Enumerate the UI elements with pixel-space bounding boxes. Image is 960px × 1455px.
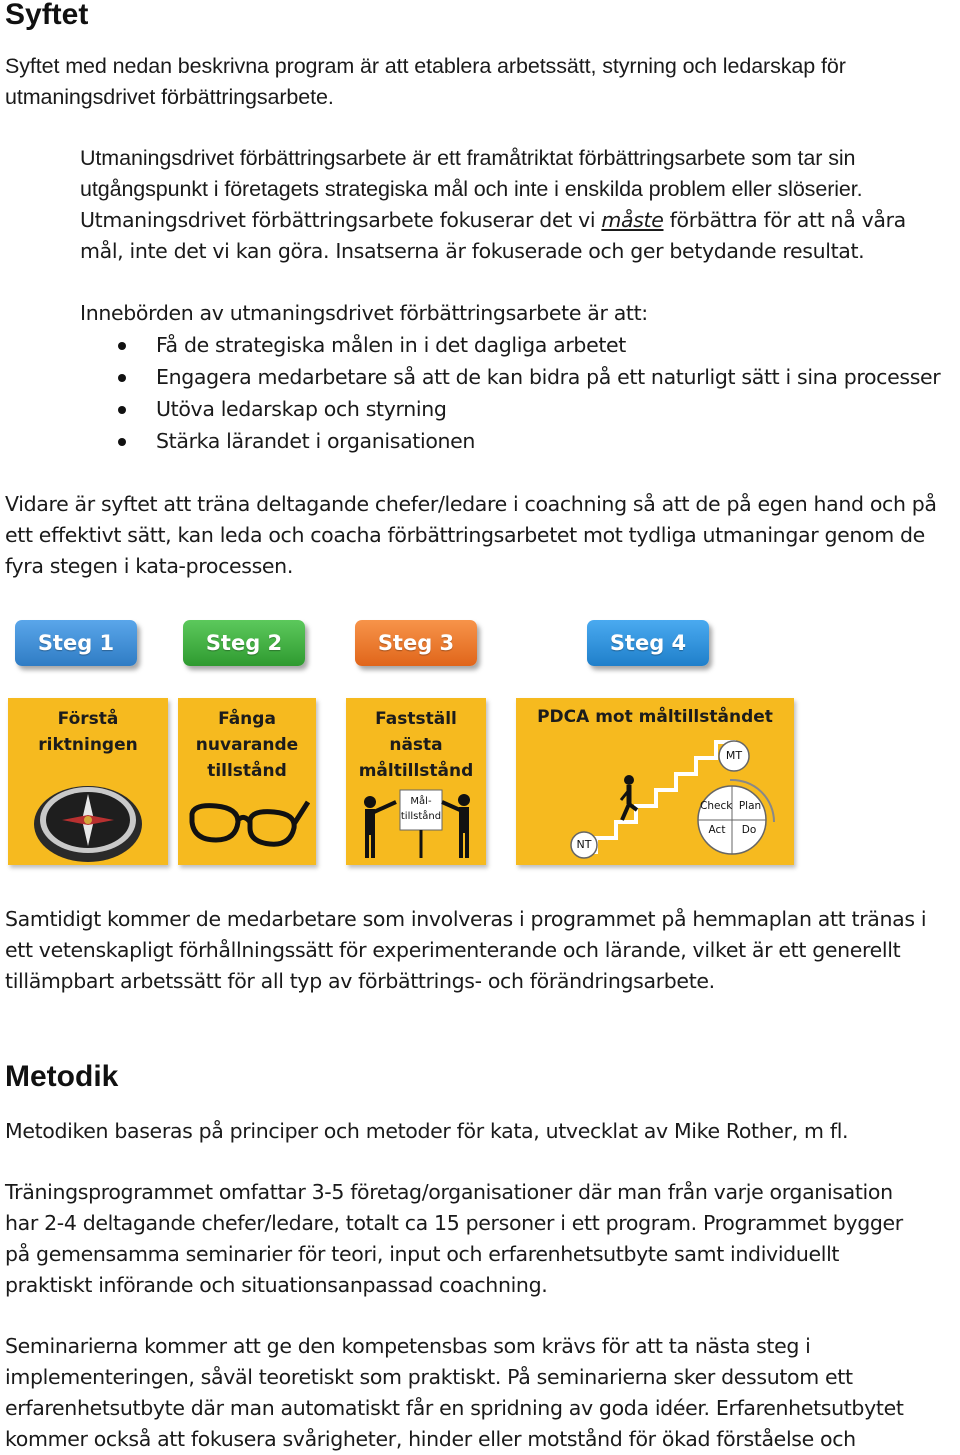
program-line-4: praktiskt införande och situationsanpassad coachning. <box>5 1273 548 1297</box>
meanwhile-line-1: Samtidigt kommer de medarbetare som involveras i programmet på hemmaplan att tränas i <box>5 907 927 931</box>
pdca-check-label: Check <box>700 800 733 812</box>
bullet-dot <box>118 438 126 446</box>
tile-step-4 <box>516 698 794 865</box>
step-3-button: Steg 3 <box>355 620 477 666</box>
further-line-3: fyra stegen i kata-processen. <box>5 554 293 578</box>
tile-step-1 <box>8 698 168 865</box>
meaning-lead: Innebörden av utmaningsdrivet förbättringsarbete är att: <box>80 301 648 325</box>
bullet-dot <box>118 406 126 414</box>
nt-label: NT <box>576 838 592 851</box>
tile-1-title: Förstå riktningen <box>38 709 138 755</box>
tile-3-title: Fastställ nästa måltillstånd <box>358 709 474 781</box>
step-1-button: Steg 1 <box>15 620 137 666</box>
meanwhile-line-3: tillämpbart arbetssätt för all typ av förbättrings- och förändringsarbete. <box>5 969 715 993</box>
step-2-button: Steg 2 <box>183 620 305 666</box>
compass-icon <box>30 772 146 864</box>
focus-emphasis: måste <box>601 208 664 232</box>
intro-line-2: utmaningsdrivet förbättringsarbete. <box>5 85 334 109</box>
seminars-line-2: implementeringen, såväl teoretiskt som praktiskt. På seminarierna sker dessutom ett <box>5 1365 853 1389</box>
focus-post: förbättra för att nå våra <box>663 208 906 232</box>
pdca-do-label: Do <box>741 824 757 836</box>
tile-step-3 <box>346 698 486 865</box>
program-line-3: på gemensamma seminarier för teori, input och erfarenhetsutbyte samt individuellt <box>5 1242 840 1266</box>
definition-line-1: Utmaningsdrivet förbättringsarbete är ett framåtriktat förbättringsarbete som tar sin <box>80 146 856 170</box>
program-line-2: har 2-4 deltagande chefer/ledare, totalt ca 15 personer i ett program. Programmet bygger <box>5 1211 903 1235</box>
bullet-item-3: Utöva ledarskap och styrning <box>156 397 447 421</box>
bullet-dot <box>118 374 126 382</box>
tile-step-2 <box>178 698 316 865</box>
mt-label: MT <box>725 749 743 762</box>
heading-syftet: Syftet <box>5 0 89 31</box>
heading-metodik: Metodik <box>5 1060 119 1093</box>
pdca-act-label: Act <box>708 824 726 836</box>
staircase-icon <box>516 728 794 865</box>
bullet-dot <box>118 342 126 350</box>
tile-4-title: PDCA mot måltillståndet <box>537 707 773 727</box>
program-line-1: Träningsprogrammet omfattar 3-5 företag/organisationer där man från varje organisation <box>5 1180 893 1204</box>
bullet-item-1: Få de strategiska målen in i det dagliga arbetet <box>156 333 626 357</box>
bullet-item-2: Engagera medarbetare så att de kan bidra på ett naturligt sätt i sina processer <box>156 365 941 389</box>
basis-line: Metodiken baseras på principer och metoder för kata, utvecklat av Mike Rother, m fl. <box>5 1119 849 1143</box>
focus-line-2: mål, inte det vi kan göra. Insatserna är fokuserade och ger betydande resultat. <box>80 239 865 263</box>
further-line-2: ett effektivt sätt, kan leda och coacha förbättringsarbetet mot tydliga utmaningar genom de <box>5 523 925 547</box>
further-line-1: Vidare är syftet att träna deltagande chefer/ledare i coachning så att de på egen hand och på <box>5 492 937 516</box>
seminars-line-3: erfarenhetsutbyte där man automatiskt får en spridning av goda idéer. Erfarenhetsutbytet <box>5 1396 904 1420</box>
glasses-icon <box>186 794 310 860</box>
bullet-item-4: Stärka lärandet i organisationen <box>156 429 476 453</box>
focus-pre: Utmaningsdrivet förbättringsarbete fokuserar det vi <box>80 208 602 232</box>
sign-text: Mål- tillstånd <box>400 796 442 822</box>
intro-line-1: Syftet med nedan beskrivna program är att etablera arbetssätt, styrning och ledarskap för <box>5 54 846 78</box>
seminars-line-1: Seminarierna kommer att ge den kompetensbas som krävs för att ta nästa steg i <box>5 1334 811 1358</box>
definition-line-2: utgångspunkt i företagets strategiska mål och inte i enskilda problem eller slöserier. <box>80 177 863 201</box>
seminars-line-4: kommer också att fokusera svårigheter, hinder eller motstånd för ökad förståelse och <box>5 1427 856 1451</box>
pdca-plan-label: Plan <box>738 800 762 812</box>
meanwhile-line-2: ett vetenskapligt förhållningssätt för experimenterande och lärande, vilket är ett generellt <box>5 938 901 962</box>
step-4-button: Steg 4 <box>587 620 709 666</box>
tile-2-title: Fånga nuvarande tillstånd <box>195 709 299 781</box>
focus-line-1 <box>80 205 906 236</box>
